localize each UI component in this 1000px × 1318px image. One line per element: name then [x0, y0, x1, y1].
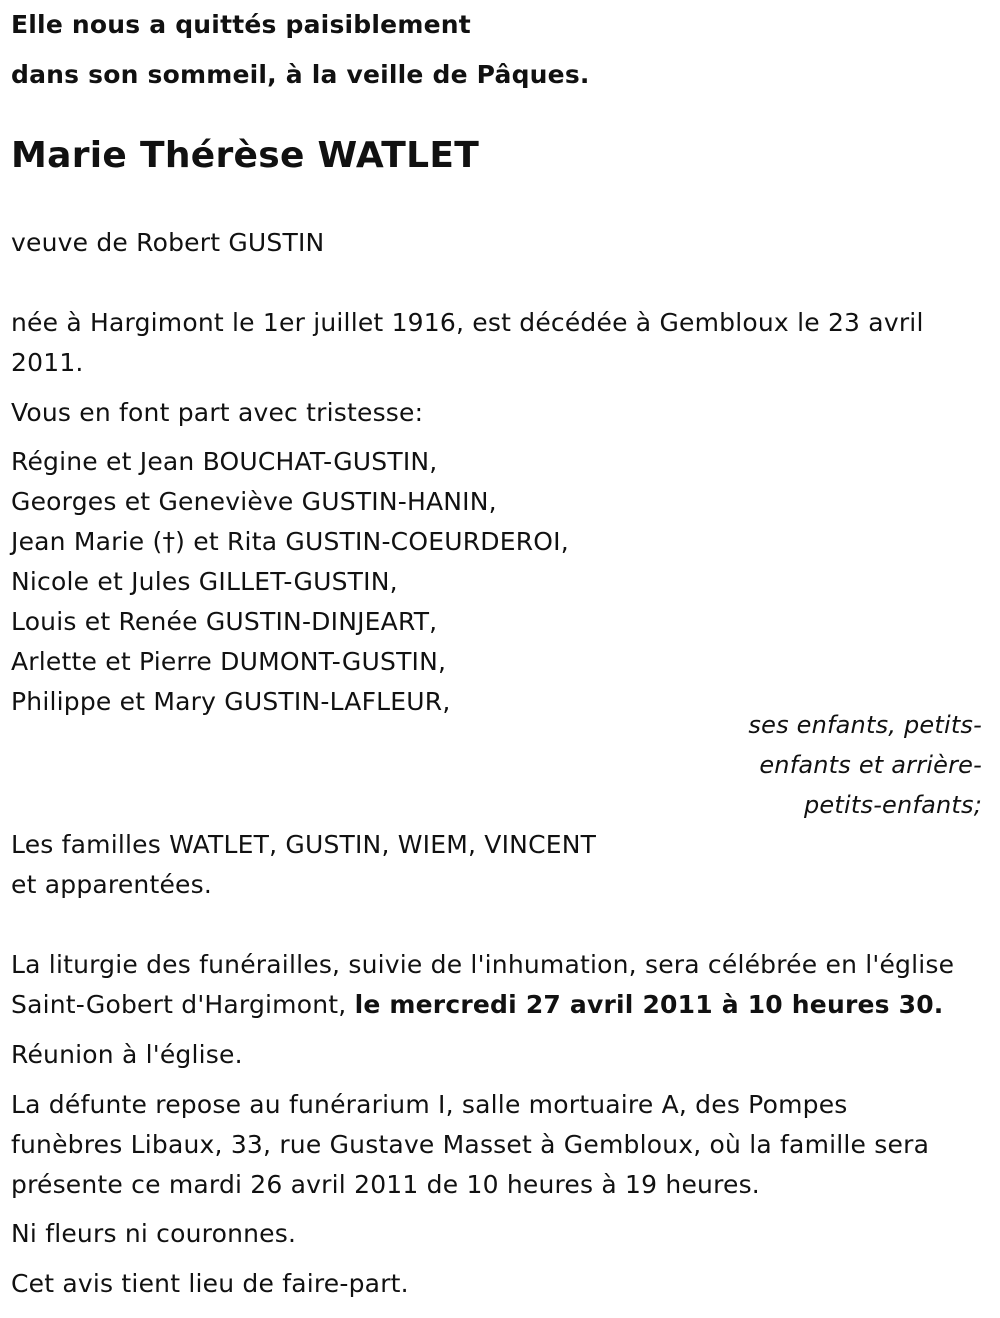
child-couple-1: Régine et Jean BOUCHAT-GUSTIN,	[11, 447, 438, 476]
visitation-line-3: présente ce mardi 26 avril 2011 de 10 heures à 19 heures.	[11, 1170, 760, 1199]
child-couple-7: Philippe et Mary GUSTIN-LAFLEUR,	[11, 687, 451, 716]
relation-line-3: petits-enfants;	[804, 791, 982, 819]
liturgy-line-2	[11, 990, 944, 1020]
liturgy-date-time: le mercredi 27 avril 2011 à 10 heures 30.	[354, 990, 944, 1019]
intro-line-2: dans son sommeil, à la veille de Pâques.	[11, 60, 590, 89]
child-couple-5: Louis et Renée GUSTIN-DINJEART,	[11, 607, 438, 636]
visitation-line-1: La défunte repose au funérarium I, salle mortuaire A, des Pompes	[11, 1090, 848, 1119]
liturgy-line-1: La liturgie des funérailles, suivie de l'inhumation, sera célébrée en l'église	[11, 950, 955, 979]
widow-of: veuve de Robert GUSTIN	[11, 228, 325, 257]
child-couple-4: Nicole et Jules GILLET-GUSTIN,	[11, 567, 398, 596]
child-couple-3: Jean Marie (†) et Rita GUSTIN-COEURDEROI,	[11, 527, 569, 556]
families-line-1: Les familles WATLET, GUSTIN, WIEM, VINCENT	[11, 830, 597, 859]
relation-line-1: ses enfants, petits-	[748, 711, 982, 739]
birth-death-line-2: 2011.	[11, 348, 84, 377]
families-line-2: et apparentées.	[11, 870, 212, 899]
meeting-note: Réunion à l'église.	[11, 1040, 243, 1069]
closing-note: Cet avis tient lieu de faire-part.	[11, 1269, 409, 1298]
birth-death-line-1: née à Hargimont le 1er juillet 1916, est décédée à Gembloux le 23 avril	[11, 308, 924, 337]
no-flowers-note: Ni fleurs ni couronnes.	[11, 1219, 297, 1248]
child-couple-2: Georges et Geneviève GUSTIN-HANIN,	[11, 487, 497, 516]
intro-line-1: Elle nous a quittés paisiblement	[11, 10, 471, 39]
announcement: Vous en font part avec tristesse:	[11, 398, 424, 427]
deceased-name: Marie Thérèse WATLET	[11, 135, 480, 176]
visitation-line-2: funèbres Libaux, 33, rue Gustave Masset à Gembloux, où la famille sera	[11, 1130, 930, 1159]
child-couple-6: Arlette et Pierre DUMONT-GUSTIN,	[11, 647, 447, 676]
liturgy-location: Saint-Gobert d'Hargimont,	[11, 990, 355, 1019]
relation-line-2: enfants et arrière-	[759, 751, 982, 779]
